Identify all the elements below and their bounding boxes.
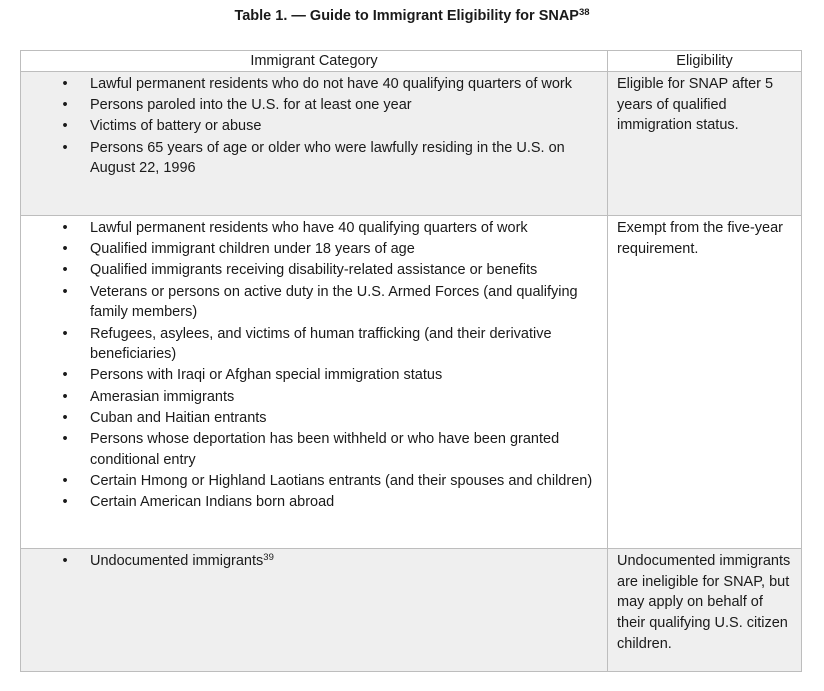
bullet-icon: • <box>62 472 68 489</box>
list-item-text: Lawful permanent residents who have 40 qualifying quarters of work <box>90 220 528 236</box>
list-item-text: Amerasian immigrants <box>90 388 235 405</box>
list-item-text: Certain American Indians born abroad <box>90 494 335 511</box>
list-item <box>21 116 603 137</box>
footnote-ref: 39 <box>263 552 274 563</box>
eligibility-table <box>20 50 802 672</box>
list-item <box>21 74 603 95</box>
bullet-icon: • <box>62 118 68 135</box>
list-item-text: Refugees, asylees, and victims of human trafficking (and their derivative beneficiaries) <box>90 325 552 363</box>
bullet-icon: • <box>62 76 68 92</box>
bullet-icon: • <box>62 431 68 448</box>
category-cell <box>21 549 608 672</box>
list-item-text: Undocumented immigrants <box>90 553 264 569</box>
list-item-text: Victims of battery or abuse <box>90 118 262 135</box>
list-item-text: Qualified immigrant children under 18 years of age <box>90 241 415 258</box>
bullet-icon: • <box>62 388 68 405</box>
list-item-text: Cuban and Haitian entrants <box>90 409 267 426</box>
bullet-icon: • <box>62 494 68 511</box>
table-row <box>21 216 802 549</box>
category-list <box>21 218 603 513</box>
list-item-text: Certain Hmong or Highland Laotians entrants (and their spouses and children) <box>90 472 593 489</box>
bullet-icon: • <box>62 325 68 342</box>
list-item <box>21 429 603 470</box>
list-item-text: Persons paroled into the U.S. for at least one year <box>90 97 412 114</box>
eligibility-cell: Eligible for SNAP after 5 years of qualified immigration status. <box>608 72 802 216</box>
list-item-text: Veterans or persons on active duty in the U.S. Armed Forces (and qualifying family members) <box>90 283 578 321</box>
eligibility-cell: Undocumented immigrants are ineligible for SNAP, but may apply on behalf of their qualifying U.S. citizen children. <box>608 549 802 672</box>
category-list <box>21 74 603 179</box>
bullet-icon: • <box>62 283 68 300</box>
table-row <box>21 549 802 672</box>
list-item-text: Lawful permanent residents who do not have 40 qualifying quarters of work <box>90 76 573 92</box>
bullet-icon: • <box>62 262 68 279</box>
list-item <box>21 551 603 572</box>
bullet-icon: • <box>62 367 68 384</box>
header-immigrant-category: Immigrant Category <box>21 51 608 72</box>
list-item <box>21 324 603 365</box>
list-item <box>21 365 603 386</box>
table-title-text: Table 1. — Guide to Immigrant Eligibility for SNAP <box>234 8 579 24</box>
list-item <box>21 138 603 179</box>
list-item-text: Persons with Iraqi or Afghan special immigration status <box>90 367 443 384</box>
bullet-icon: • <box>62 139 68 156</box>
list-item-text: Qualified immigrants receiving disability-related assistance or benefits <box>90 262 538 279</box>
list-item <box>21 95 603 116</box>
bullet-icon: • <box>62 409 68 426</box>
bullet-icon: • <box>62 241 68 258</box>
list-item <box>21 471 603 492</box>
table-row <box>21 72 802 216</box>
list-item-text: Persons 65 years of age or older who were lawfully residing in the U.S. on August 22, 1996 <box>90 139 565 177</box>
list-item <box>21 492 603 513</box>
list-item <box>21 408 603 429</box>
list-item <box>21 260 603 281</box>
list-item-text: Persons whose deportation has been withheld or who have been granted conditional entry <box>90 431 560 468</box>
bullet-icon: • <box>62 97 68 114</box>
table-title <box>0 6 824 26</box>
header-eligibility: Eligibility <box>608 51 802 72</box>
list-item <box>21 282 603 323</box>
bullet-icon: • <box>62 220 68 236</box>
table-header-row <box>21 51 802 72</box>
list-item <box>21 387 603 408</box>
list-item <box>21 218 603 239</box>
category-cell <box>21 72 608 216</box>
category-cell <box>21 216 608 549</box>
list-item <box>21 239 603 260</box>
title-footnote-ref: 38 <box>578 7 590 18</box>
bullet-icon: • <box>62 553 68 569</box>
eligibility-cell: Exempt from the five-year requirement. <box>608 216 802 549</box>
category-list <box>21 551 603 572</box>
